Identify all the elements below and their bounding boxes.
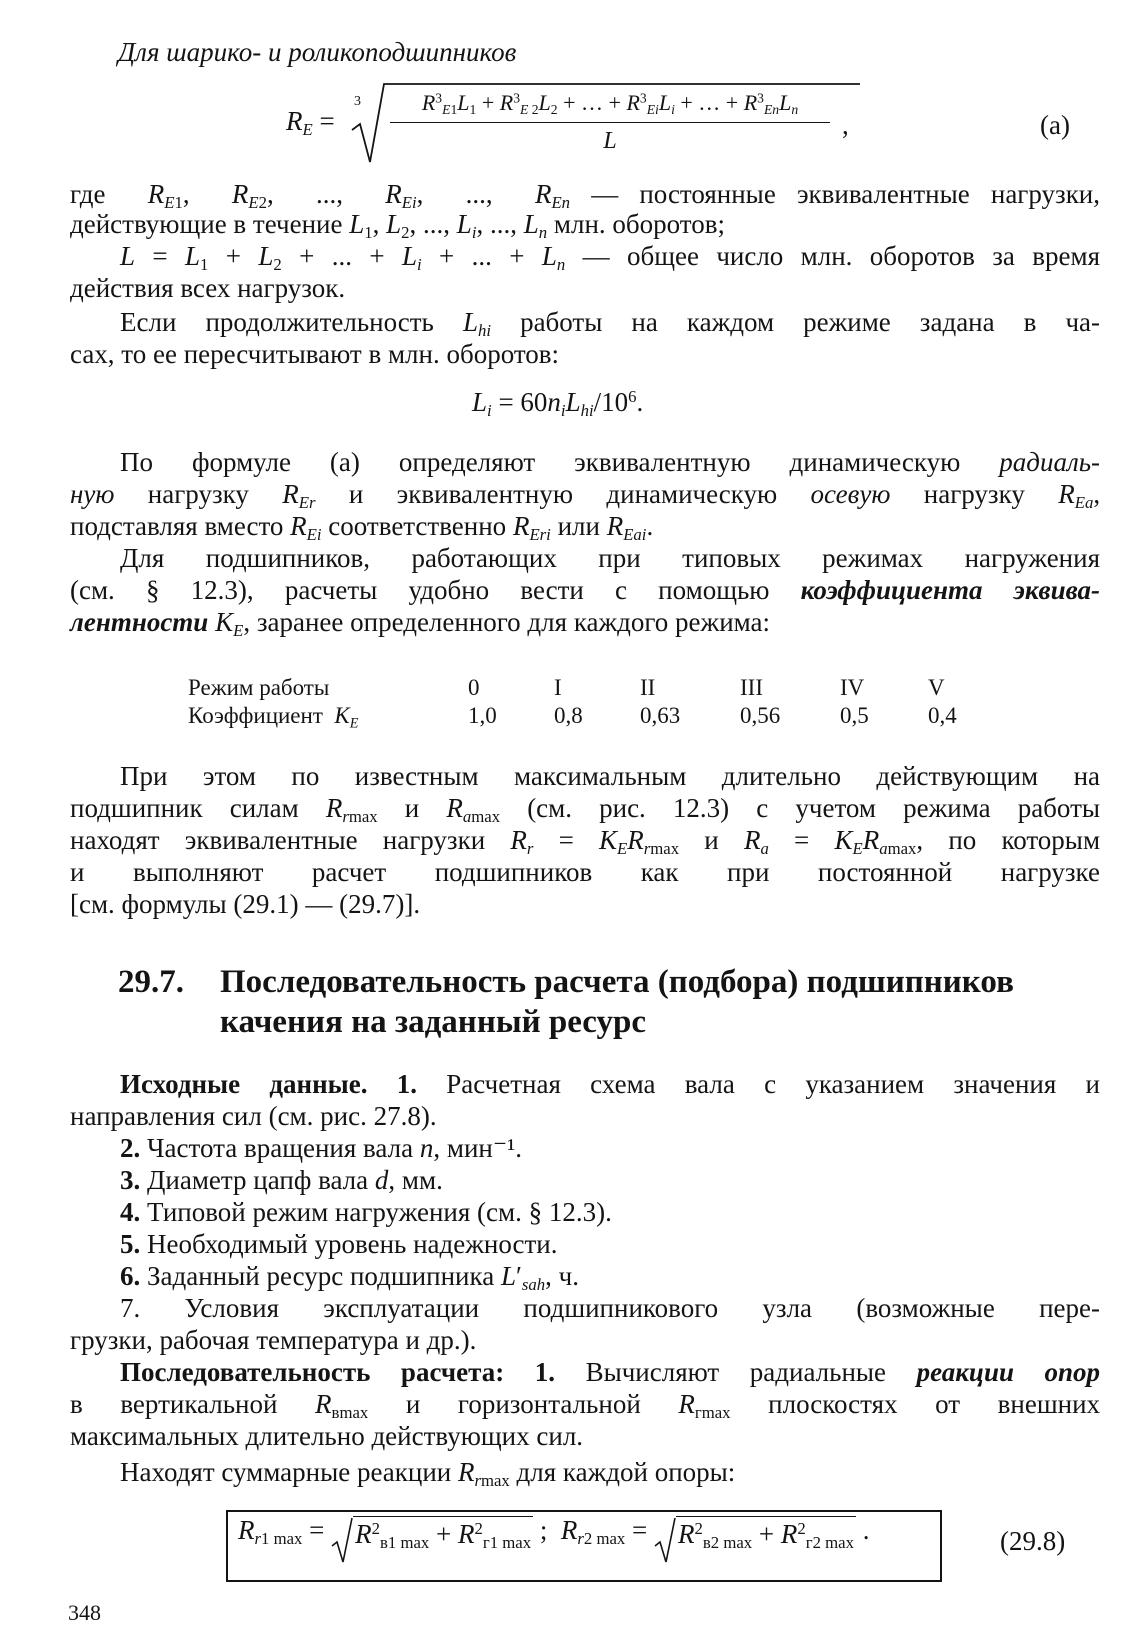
para1-line1: где $R_{E1}$, $R_{E2}$, ..., $R_{Ei}$, ..., $R_{En}$ — постоянные эквивалентные нагрузки, (70, 179, 1101, 213)
initial-data-item7-cont: грузки, рабочая температура и др.). (70, 1325, 477, 1355)
para5-line5: [см. формулы (29.1) — (29.7)]. (70, 889, 421, 919)
para5-line4: и выполняют расчет подшипников как при постоянной нагрузке (70, 857, 1100, 887)
page-number: 348 (68, 1600, 101, 1625)
section-heading (118, 962, 1108, 1040)
para5-line3: находят эквивалентные нагрузки $R_r = K_ER_{rmax}$ и $R_a = K_ER_{amax}$, по которым (70, 825, 1101, 859)
para2-line2: сах, то ее пересчитывают в млн. оборотов: (70, 339, 560, 369)
sequence-line2: в вертикальной $R_{вmax}$ и горизонтальной $R_{гmax}$ плоскостях от внешних (70, 1389, 1101, 1423)
para4-line1: Для подшипников, работающих при типовых режимах нагружения (120, 543, 1100, 573)
para3-line1: По формуле (а) определяют эквивалентную динамическую радиаль- (120, 447, 1101, 477)
initial-data-item6: 6. Заданный ресурс подшипника $L'_{sah}$, ч. (120, 1261, 579, 1295)
para1-line3: $L = L_1 + L_2$ + ... + $L_i$ + ... + $L_n$ — общее число млн. оборотов за время (120, 241, 1100, 275)
coefficient-cell: 1,0 (468, 703, 497, 728)
modes-row-label: Режим работы (188, 675, 330, 700)
para4-line3: лентности $K_E$, заранее определенного для каждого режима: (70, 607, 771, 641)
initial-data-item5: 5. Необходимый уровень надежности. (120, 1229, 558, 1259)
para3-line2: ную нагрузку $R_{Er}$ и эквивалентную динамическую осевую нагрузку $R_{Ea}$, (70, 479, 1101, 513)
para3-line3: подставляя вместо $R_{Ei}$ соответственно $R_{Eri}$ или $R_{Eai}$. (70, 511, 654, 545)
equation-tag-29-8: (29.8) (1000, 1526, 1066, 1556)
mode-cell: II (640, 675, 656, 700)
sequence-line3: максимальных длительно действующих сил. (70, 1421, 584, 1451)
formula-29-8: $R_{r1 max}$ = $R^2_{в1 max} + R^2_{г1 max}$ ; $R_{r2 max}$ = $R^2_{в2 max} + R^2_{г2 max}$ . (238, 1515, 869, 1550)
coefficient-cell: 0,4 (928, 703, 957, 728)
sequence-line1: Последовательность расчета: 1. Вычисляют радиальные реакции опор (120, 1357, 1101, 1387)
coefficient-row (188, 702, 957, 730)
sqrt-2: $R^2_{в2 max} + R^2_{г2 max}$ (654, 1516, 856, 1550)
para5-line1: При этом по известным максимальным длительно действующим на (120, 761, 1100, 791)
sequence-line4: Находят суммарные реакции $R_{rmax}$ для каждой опоры: (120, 1457, 736, 1491)
coefficient-cell: 0,5 (840, 703, 869, 728)
para1-line4: действия всех нагрузок. (70, 273, 346, 303)
modes-table (188, 674, 957, 730)
mode-cell: IV (840, 675, 865, 700)
mode-cell: I (554, 675, 562, 700)
sqrt-1: $R^2_{в1 max} + R^2_{г1 max}$ (331, 1516, 533, 1550)
para1-line2: действующие в течение $L_1$, $L_2$, ..., $L_i$, ..., $L_n$ млн. оборотов; (70, 209, 725, 243)
section-title-line2: качения на заданный ресурс (220, 1004, 646, 1040)
modes-row (188, 674, 957, 702)
initial-data-item2: 2. Частота вращения вала n, мин⁻¹. (120, 1133, 522, 1163)
section-number: 29.7. (118, 964, 184, 1000)
coefficient-cell: 0,63 (640, 703, 681, 728)
mode-cell: III (740, 675, 763, 700)
mode-cell: 0 (468, 675, 480, 700)
mode-cell: V (928, 675, 945, 700)
formula-a-numerator: $R^3_{E1}L_1 + R^3_{E 2}L_2$ + … + $R^3_{Ei}L_i$ + … + $R^3_{En}L_n$ (421, 90, 799, 118)
para4-line2: (см. § 12.3), расчеты удобно вести с помощью коэффициента эквива- (70, 575, 1101, 605)
section-title-line1: Последовательность расчета (подбора) подшипников (220, 964, 1014, 1000)
subtitle: Для шарико- и роликоподшипников (118, 37, 517, 67)
formula-li: $L_i = 60n_iL_{hi}/10^6$. (472, 386, 644, 421)
initial-data-line1: Исходные данные. 1. Расчетная схема вала с указанием значения и (120, 1069, 1100, 1099)
coefficient-row-label: Коэффициент $K_E$ (188, 703, 359, 732)
para5-line2: подшипник силам $R_{rmax}$ и $R_{amax}$ (см. рис. 12.3) с учетом режима работы (70, 793, 1101, 827)
coefficient-cell: 0,8 (554, 703, 583, 728)
formula-29-8-box (226, 1510, 942, 1582)
formula-a: $R_E$ = 3 $R^3_{E1}L_1 + R^3_{E 2}L_2$ + … + $R^3_{Ei}L_i$ + … + $R^3_{En}L_n$ L , (286, 80, 866, 164)
para2-line1: Если продолжительность $L_{hi}$ работы на каждом режиме задана в ча- (120, 307, 1101, 341)
equation-tag-a: (a) (1040, 110, 1070, 140)
coefficient-cell: 0,56 (740, 703, 781, 728)
initial-data-line2: направления сил (см. рис. 27.8). (70, 1101, 437, 1131)
initial-data-item3: 3. Диаметр цапф вала d, мм. (120, 1165, 443, 1195)
initial-data-item4: 4. Типовой режим нагружения (см. § 12.3). (120, 1197, 612, 1227)
initial-data-item7: 7. Условия эксплуатации подшипникового узла (возможные пере- (120, 1293, 1101, 1323)
